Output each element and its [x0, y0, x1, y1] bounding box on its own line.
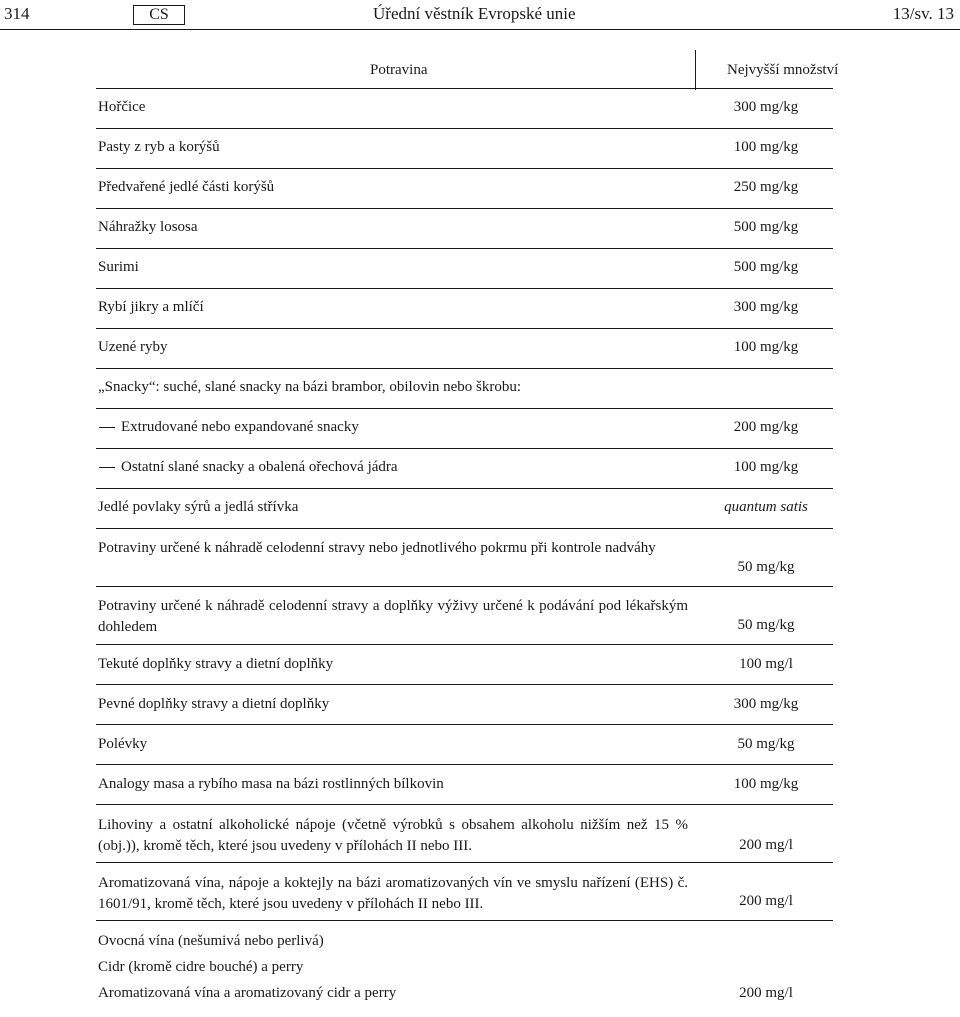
table-row: [96, 448, 833, 489]
table-row: [96, 488, 833, 529]
table-row: [96, 248, 833, 289]
food-cell: Uzené ryby: [98, 339, 168, 355]
journal-title: Úřední věstník Evropské unie: [373, 4, 576, 23]
table-row: [96, 862, 833, 921]
amount-cell: 100 mg/kg: [733, 776, 799, 792]
amount-cell: quantum satis: [724, 499, 808, 515]
amount-cell: 500 mg/kg: [733, 219, 799, 235]
amount-cell: 250 mg/kg: [733, 179, 799, 195]
food-cell: „Snacky“: suché, slané snacky na bázi brambor, obilovin nebo škrobu:: [98, 379, 522, 395]
amount-cell: 100 mg/kg: [733, 139, 799, 155]
table-row: [96, 288, 833, 329]
amount-cell: 300 mg/kg: [733, 299, 799, 315]
table-row: [96, 644, 833, 685]
food-cell: Polévky: [98, 736, 148, 752]
table-row: [96, 920, 833, 1011]
amount-cell: 100 mg/kg: [733, 459, 799, 475]
table-row: [96, 586, 833, 645]
table-row: [96, 684, 833, 725]
table-row: [96, 368, 833, 409]
language-code-box: CS: [133, 5, 185, 25]
amount-cell: 200 mg/l: [739, 893, 793, 909]
page-number: 314: [4, 4, 30, 23]
table-row: [96, 528, 833, 587]
food-cell-line: Aromatizovaná vína a aromatizovaný cidr a perry: [98, 985, 397, 1001]
amount-cell: 300 mg/kg: [733, 696, 799, 712]
amount-cell: 50 mg/kg: [737, 736, 795, 752]
amount-cell: 50 mg/kg: [737, 617, 795, 633]
table-row: [96, 208, 833, 249]
food-cell: Aromatizovaná vína, nápoje a koktejly na bázi aromatizovaných vín ve smyslu nařízení (EHS) č. 1601/91, kromě těch, které jsou uvedeny v přílohách II nebo III.: [98, 875, 688, 912]
food-cell: Náhražky lososa: [98, 219, 198, 235]
table-row: [96, 168, 833, 209]
amount-cell: 100 mg/kg: [733, 339, 799, 355]
column-header-amount: Nejvyšší množství: [727, 62, 839, 78]
amount-cell: 500 mg/kg: [733, 259, 799, 275]
issue-number: 13/sv. 13: [892, 4, 954, 23]
table-row: [96, 128, 833, 169]
amount-cell: 200 mg/l: [739, 837, 793, 853]
food-cell: Pevné doplňky stravy a dietní doplňky: [98, 696, 330, 712]
food-cell: Hořčice: [98, 99, 146, 115]
header-rule: [0, 29, 960, 30]
table-row: [96, 88, 833, 129]
table-row: [96, 724, 833, 765]
column-divider: [695, 50, 696, 90]
food-cell: Rybí jikry a mlíčí: [98, 299, 204, 315]
table-row: [96, 328, 833, 369]
food-cell: Jedlé povlaky sýrů a jedlá střívka: [98, 499, 299, 515]
amount-cell: 100 mg/l: [739, 656, 793, 672]
table-row: [96, 764, 833, 805]
amount-cell: 200 mg/kg: [733, 419, 799, 435]
food-cell: Lihoviny a ostatní alkoholické nápoje (včetně výrobků s obsahem alkoholu nižším než 15 % (obj.)), kromě těch, které jsou uvedeny v přílohách II nebo III.: [98, 817, 688, 854]
food-cell: Potraviny určené k náhradě celodenní stravy a doplňky výživy určené k podávání pod lékařským dohledem: [98, 598, 688, 635]
page-header: [0, 0, 960, 30]
amount-cell: 50 mg/kg: [737, 559, 795, 575]
column-header-food: Potravina: [370, 62, 428, 78]
food-cell: Analogy masa a rybího masa na bázi rostlinných bílkovin: [98, 776, 444, 792]
amount-cell: 300 mg/kg: [733, 99, 799, 115]
food-cell: Surimi: [98, 259, 139, 275]
food-cell: Potraviny určené k náhradě celodenní stravy nebo jednotlivého pokrmu při kontrole nadváhy: [98, 540, 656, 556]
food-cell: Předvařené jedlé části korýšů: [98, 179, 275, 195]
amount-cell: 200 mg/l: [739, 985, 793, 1001]
food-cell: Tekuté doplňky stravy a dietní doplňky: [98, 656, 334, 672]
food-cell: Ostatní slané snacky a obalená ořechová jádra: [98, 457, 688, 478]
food-cell: Pasty z ryb a korýšů: [98, 139, 220, 155]
food-cell-line: Ovocná vína (nešumivá nebo perlivá): [98, 933, 324, 949]
table-row: [96, 804, 833, 863]
table-row: [96, 408, 833, 449]
food-cell: Extrudované nebo expandované snacky: [98, 417, 688, 438]
food-cell-line: Cidr (kromě cidre bouché) a perry: [98, 959, 304, 975]
